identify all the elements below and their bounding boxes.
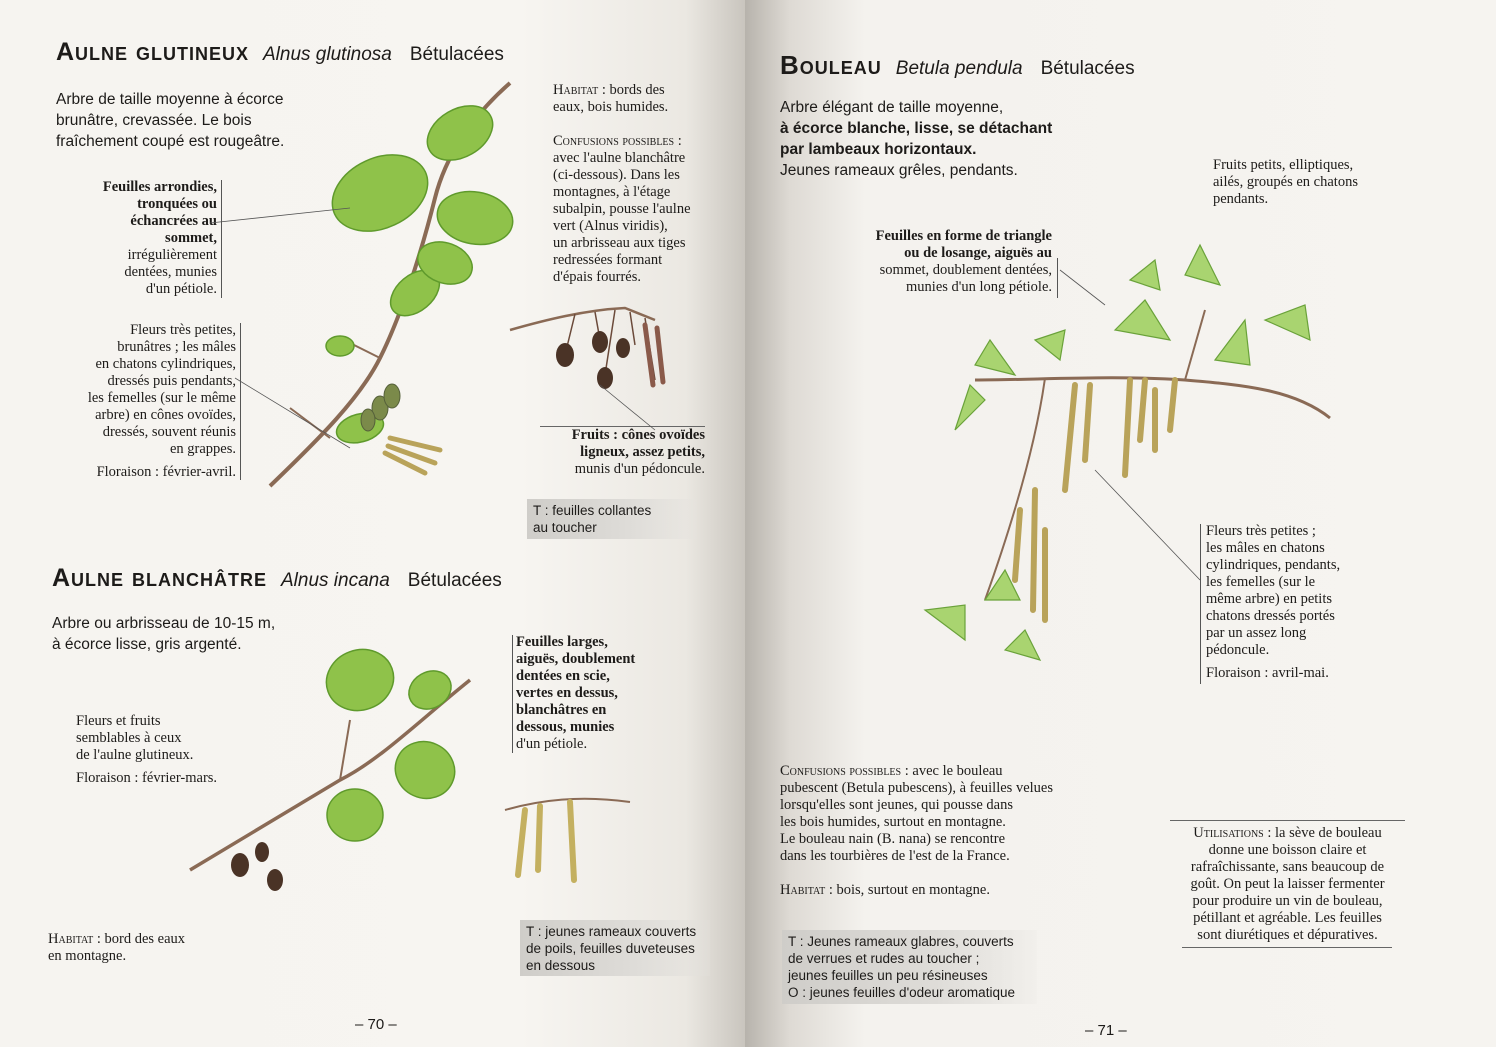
- text-line: sommet,: [165, 230, 217, 246]
- text-line: en grappes.: [169, 441, 236, 457]
- text-line: au toucher: [533, 520, 597, 535]
- flowers-description: [40, 322, 236, 481]
- text-line: même arbre) en petits: [1206, 591, 1333, 607]
- left-page: [0, 0, 745, 1047]
- confusions-betula: [780, 763, 1110, 865]
- intro-line: à écorce blanche, lisse, se détachant: [780, 120, 1053, 137]
- touch-box-alnus-incana: [520, 920, 710, 976]
- text-line: Feuilles en forme de triangle: [875, 228, 1052, 244]
- text-line: pétillant et agréable. Les feuilles: [1193, 910, 1382, 926]
- habitat-label: Habitat: [780, 882, 826, 898]
- text-line: munis d'un pédoncule.: [574, 461, 705, 477]
- text-line: de verrues et rudes au toucher ;: [788, 951, 980, 966]
- intro-line: à écorce lisse, gris argenté.: [52, 636, 242, 653]
- text-line: rafraîchissante, sans beaucoup de: [1190, 859, 1385, 875]
- text-line: les femelles (sur le: [1206, 574, 1316, 590]
- text-line: en montagne.: [48, 948, 127, 964]
- text-line: Fleurs très petites,: [130, 322, 236, 338]
- text-line: jeunes feuilles un peu résineuses: [788, 968, 988, 983]
- text-line: en chatons cylindriques,: [95, 356, 236, 372]
- text-line: O : jeunes feuilles d'odeur aromatique: [788, 985, 1015, 1000]
- text-line: Fleurs très petites ;: [1206, 523, 1316, 539]
- text-line: dressés puis pendants,: [107, 373, 236, 389]
- text-line: : bord des eaux: [93, 931, 186, 947]
- text-line: montagnes, à l'étage: [553, 184, 671, 200]
- uses-betula: [1170, 820, 1405, 944]
- text-line: T : jeunes rameaux couverts: [526, 924, 697, 939]
- text-line: Fruits petits, elliptiques,: [1213, 157, 1354, 173]
- text-line: semblables à ceux: [76, 730, 182, 746]
- text-line: pendants.: [1213, 191, 1269, 207]
- alnus-glutinosa-branch-illustration: [230, 78, 530, 498]
- text-line: redressées formant: [553, 252, 663, 268]
- touch-box-betula: [782, 930, 1037, 1004]
- intro-line: Jeunes rameaux grêles, pendants.: [780, 162, 1018, 179]
- text-line: de poils, feuilles duveteuses: [526, 941, 695, 956]
- alnus-cones-illustration: [505, 300, 675, 410]
- habitat-label: Habitat: [48, 931, 94, 947]
- text-line: goût. On peut la laisser fermenter: [1190, 876, 1385, 892]
- species-title-alnus-glutinosa: [56, 38, 504, 67]
- intro-line: Arbre de taille moyenne à écorce: [56, 91, 284, 108]
- flowering-period: Floraison : février-mars.: [76, 770, 218, 786]
- text-line: sont diurétiques et dépuratives.: [1197, 927, 1378, 943]
- callout-bar: [512, 635, 513, 753]
- text-line: aiguës, doublement: [516, 651, 636, 667]
- fruits-betula-pendula: [1213, 157, 1413, 208]
- latin-name: Alnus incana: [281, 570, 390, 591]
- habitat-alnus-incana: [48, 931, 238, 965]
- intro-line: Arbre ou arbrisseau de 10-15 m,: [52, 615, 276, 632]
- text-line: : bois, surtout en montagne.: [825, 882, 990, 898]
- text-line: arbre) en cônes ovoïdes,: [95, 407, 236, 423]
- page-number: – 71 –: [1085, 1022, 1127, 1039]
- text-line: les femelles (sur le même: [87, 390, 236, 406]
- text-line: tronquées ou: [137, 196, 217, 212]
- leaves-description-alnus-incana: [516, 634, 686, 753]
- text-line: dentées en scie,: [516, 668, 610, 684]
- text-line: Fleurs et fruits: [76, 713, 161, 729]
- text-line: blanchâtres en: [516, 702, 607, 718]
- text-line: en dessous: [526, 958, 596, 973]
- text-line: (ci-dessous). Dans les: [553, 167, 680, 183]
- text-line: : la sève de bouleau: [1263, 825, 1382, 841]
- text-line: Feuilles larges,: [516, 634, 608, 650]
- intro-line: brunâtre, crevassée. Le bois: [56, 112, 252, 129]
- text-line: de l'aulne glutineux.: [76, 747, 194, 763]
- common-name: Aulne glutineux: [56, 38, 249, 66]
- text-line: T : Jeunes rameaux glabres, couverts: [788, 934, 1014, 949]
- text-line: Feuilles arrondies,: [102, 179, 217, 195]
- text-line: d'épais fourrés.: [553, 269, 641, 285]
- text-line: un arbrisseau aux tiges: [553, 235, 686, 251]
- alnus-catkins-illustration: [500, 790, 640, 890]
- text-line: chatons dressés portés: [1206, 608, 1335, 624]
- text-line: munies d'un long pétiole.: [906, 279, 1052, 295]
- text-line: Fruits : cônes ovoïdes: [571, 427, 705, 443]
- uses-label: Utilisations: [1193, 825, 1264, 841]
- text-line: ou de losange, aiguës au: [904, 245, 1052, 261]
- touch-box-alnus-glutinosa: [527, 499, 697, 539]
- text-line: pédoncule.: [1206, 642, 1270, 658]
- species-title-alnus-incana: [52, 564, 502, 593]
- callout-bar: [221, 180, 222, 298]
- intro-betula-pendula: [780, 97, 1052, 181]
- flowering-period: Floraison : avril-mai.: [1206, 665, 1329, 681]
- right-page: [745, 0, 1496, 1047]
- text-line: sommet, doublement dentées,: [879, 262, 1052, 278]
- text-line: les mâles en chatons: [1206, 540, 1325, 556]
- text-line: ailés, groupés en chatons: [1213, 174, 1358, 190]
- text-line: vert (Alnus viridis),: [553, 218, 668, 234]
- confusions-alnus-glutinosa: Confusions possibles : avec l'aulne blanchâtre (ci-dessous). Dans les montagnes, à l'étage subalpin, pousse l'aulne vert (Alnus viridis), un arbrisseau aux tiges redressées formant d'épais fourrés.: [553, 133, 733, 286]
- latin-name: Betula pendula: [895, 58, 1023, 79]
- common-name: Aulne blanchâtre: [52, 564, 267, 592]
- text-line: avec l'aulne blanchâtre: [553, 150, 686, 166]
- family-name: Bétulacées: [409, 44, 504, 65]
- confusions-label: Confusions possibles: [553, 133, 675, 149]
- text-line: dessous, munies: [516, 719, 615, 735]
- text-line: : avec le bouleau: [901, 763, 1003, 779]
- common-name: Bouleau: [780, 50, 882, 80]
- text-line: par un assez long: [1206, 625, 1307, 641]
- text-line: cylindriques, pendants,: [1206, 557, 1341, 573]
- text-line: vertes en dessus,: [516, 685, 618, 701]
- text-line: dans les tourbières de l'est de la France.: [780, 848, 1010, 864]
- habitat-label: Habitat: [553, 82, 599, 98]
- text-line: Le bouleau nain (B. nana) se rencontre: [780, 831, 1006, 847]
- text-line: subalpin, pousse l'aulne: [553, 201, 691, 217]
- habitat-betula: [780, 882, 1080, 899]
- text-line: donne une boisson claire et: [1208, 842, 1367, 858]
- text-line: : bords des: [598, 82, 665, 98]
- alnus-incana-branch-illustration: [180, 640, 480, 880]
- habitat-alnus-glutinosa: [553, 82, 723, 116]
- flowering-period: Floraison : février-avril.: [96, 464, 236, 480]
- text-line: échancrées au: [130, 213, 217, 229]
- leaves-description: [60, 179, 217, 298]
- intro-line: Arbre élégant de taille moyenne,: [780, 99, 1004, 116]
- text-line: eaux, bois humides.: [553, 99, 669, 115]
- text-line: d'un pétiole.: [516, 736, 588, 752]
- text-line: lorsqu'elles sont jeunes, qui pousse dans: [780, 797, 1013, 813]
- family-name: Bétulacées: [1040, 58, 1135, 79]
- betula-pendula-branch-illustration: [885, 240, 1365, 680]
- family-name: Bétulacées: [407, 570, 502, 591]
- species-title-betula-pendula: [780, 50, 1135, 81]
- text-line: dentées, munies: [124, 264, 217, 280]
- intro-line: fraîchement coupé est rougeâtre.: [56, 133, 285, 150]
- intro-line: par lambeaux horizontaux.: [780, 141, 977, 158]
- uses-bottom-rule: [1182, 947, 1392, 948]
- text-line: T : feuilles collantes: [533, 503, 652, 518]
- fruits-alnus-glutinosa: [540, 426, 705, 478]
- text-line: pour produire un vin de bouleau,: [1192, 893, 1383, 909]
- text-line: brunâtres ; les mâles: [117, 339, 236, 355]
- latin-name: Alnus glutinosa: [263, 44, 392, 65]
- page-number: – 70 –: [355, 1016, 397, 1033]
- text-line: irrégulièrement: [127, 247, 217, 263]
- text-line: d'un pétiole.: [145, 281, 217, 297]
- text-line: les bois humides, surtout en montagne.: [780, 814, 1006, 830]
- confusions-label: Confusions possibles: [780, 763, 902, 779]
- text-line: pubescent (Betula pubescens), à feuilles velues: [780, 780, 1053, 796]
- text-line: dressés, souvent réunis: [102, 424, 236, 440]
- text-line: ligneux, assez petits,: [580, 444, 705, 460]
